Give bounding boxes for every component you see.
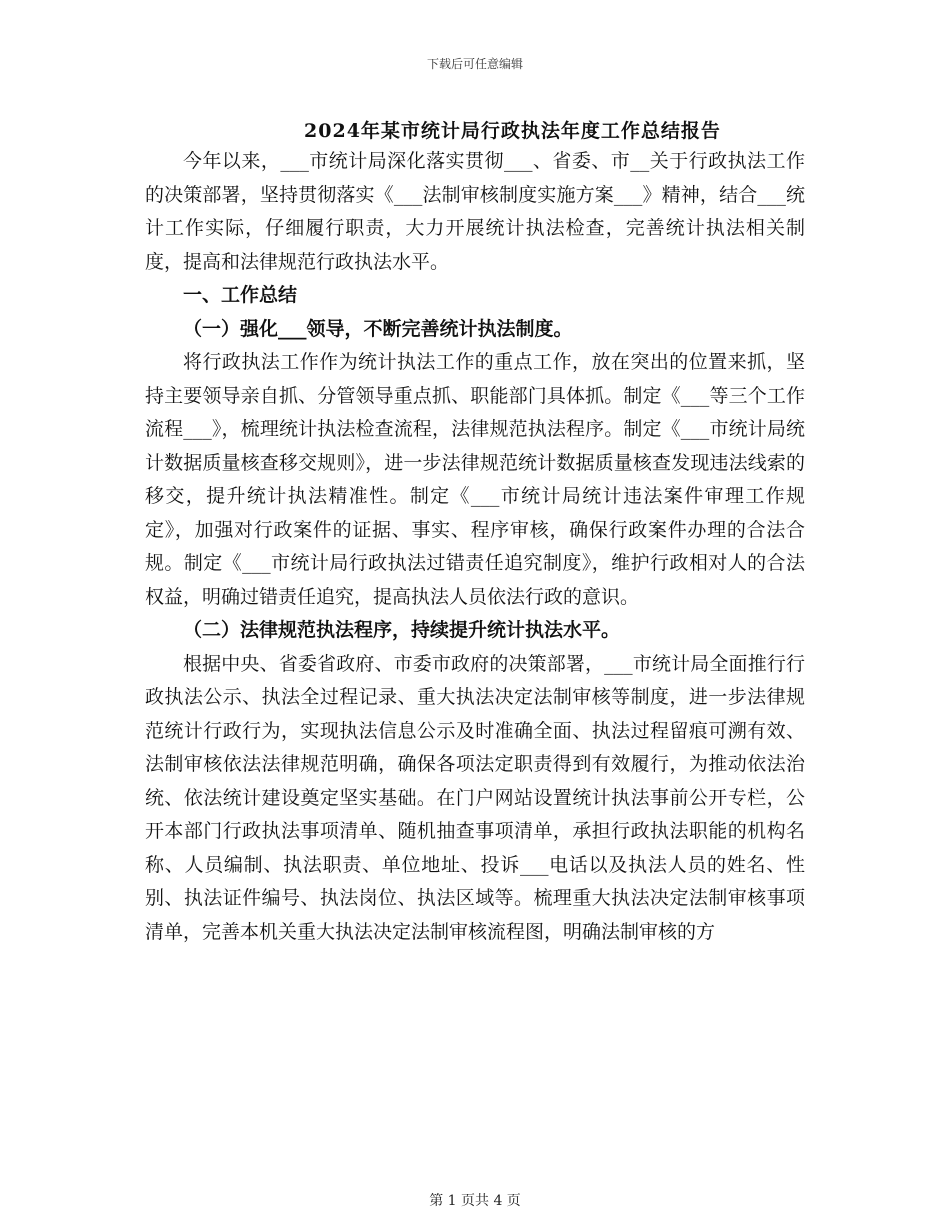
intro-paragraph: 今年以来，___市统计局深化落实贯彻___、省委、市__关于行政执法工作的决策部署，坚持贯彻落实《___法制审核制度实施方案___》精神，结合___统计工作实际，仔细履行职责，大力开展统计执法检查，完善统计执法相关制度，提高和法律规范行政执法水平。 xyxy=(145,150,805,273)
header-note: 下载后可任意编辑 xyxy=(426,57,523,71)
document-body xyxy=(145,145,805,949)
subsection-1-paragraph: 将行政执法工作作为统计执法工作的重点工作，放在突出的位置来抓，坚持主要领导亲自抓、分管领导重点抓、职能部门具体抓。制定《___等三个工作流程___》，梳理统计执法检查流程，法律规范执法程序。制定《___市统计局统计数据质量核查移交规则》，进一步法律规范统计数据质量核查发现违法线索的移交，提升统计执法精准性。制定《___市统计局统计违法案件审理工作规定》，加强对行政案件的证据、事实、程序审核，确保行政案件办理的合法合规。制定《___市统计局行政执法过错责任追究制度》，维护行政相对人的合法权益，明确过错责任追究，提高执法人员依法行政的意识。 xyxy=(145,351,805,608)
page-footer: 第 1 页共 4 页 xyxy=(429,1193,521,1209)
subsection-heading-1: （一）强化___领导，不断完善统计执法制度。 xyxy=(183,317,573,340)
document-title: 2024年某市统计局行政执法年度工作总结报告 xyxy=(304,120,721,142)
subsection-heading-2: （二）法律规范执法程序，持续提升统计执法水平。 xyxy=(183,619,621,641)
subsection-2-paragraph: 根据中央、省委省政府、市委市政府的决策部署，___市统计局全面推行行政执法公示、执法全过程记录、重大执法决定法制审核等制度，进一步法律规范统计行政行为，实现执法信息公示及时准确全面、执法过程留痕可溯有效、法制审核依法法律规范明确，确保各项法定职责得到有效履行，为推动依法治统、依法统计建设奠定坚实基础。在门户网站设置统计执法事前公开专栏，公开本部门行政执法事项清单、随机抽查事项清单，承担行政执法职能的机构名称、人员编制、执法职责、单位地址、投诉___电话以及执法人员的姓名、性别、执法证件编号、执法岗位、执法区域等。梳理重大执法决定法制审核事项清单，完善本机关重大执法决定法制审核流程图，明确法制审核的方 xyxy=(145,652,805,943)
section-heading-work-summary: 一、工作总结 xyxy=(183,284,298,306)
